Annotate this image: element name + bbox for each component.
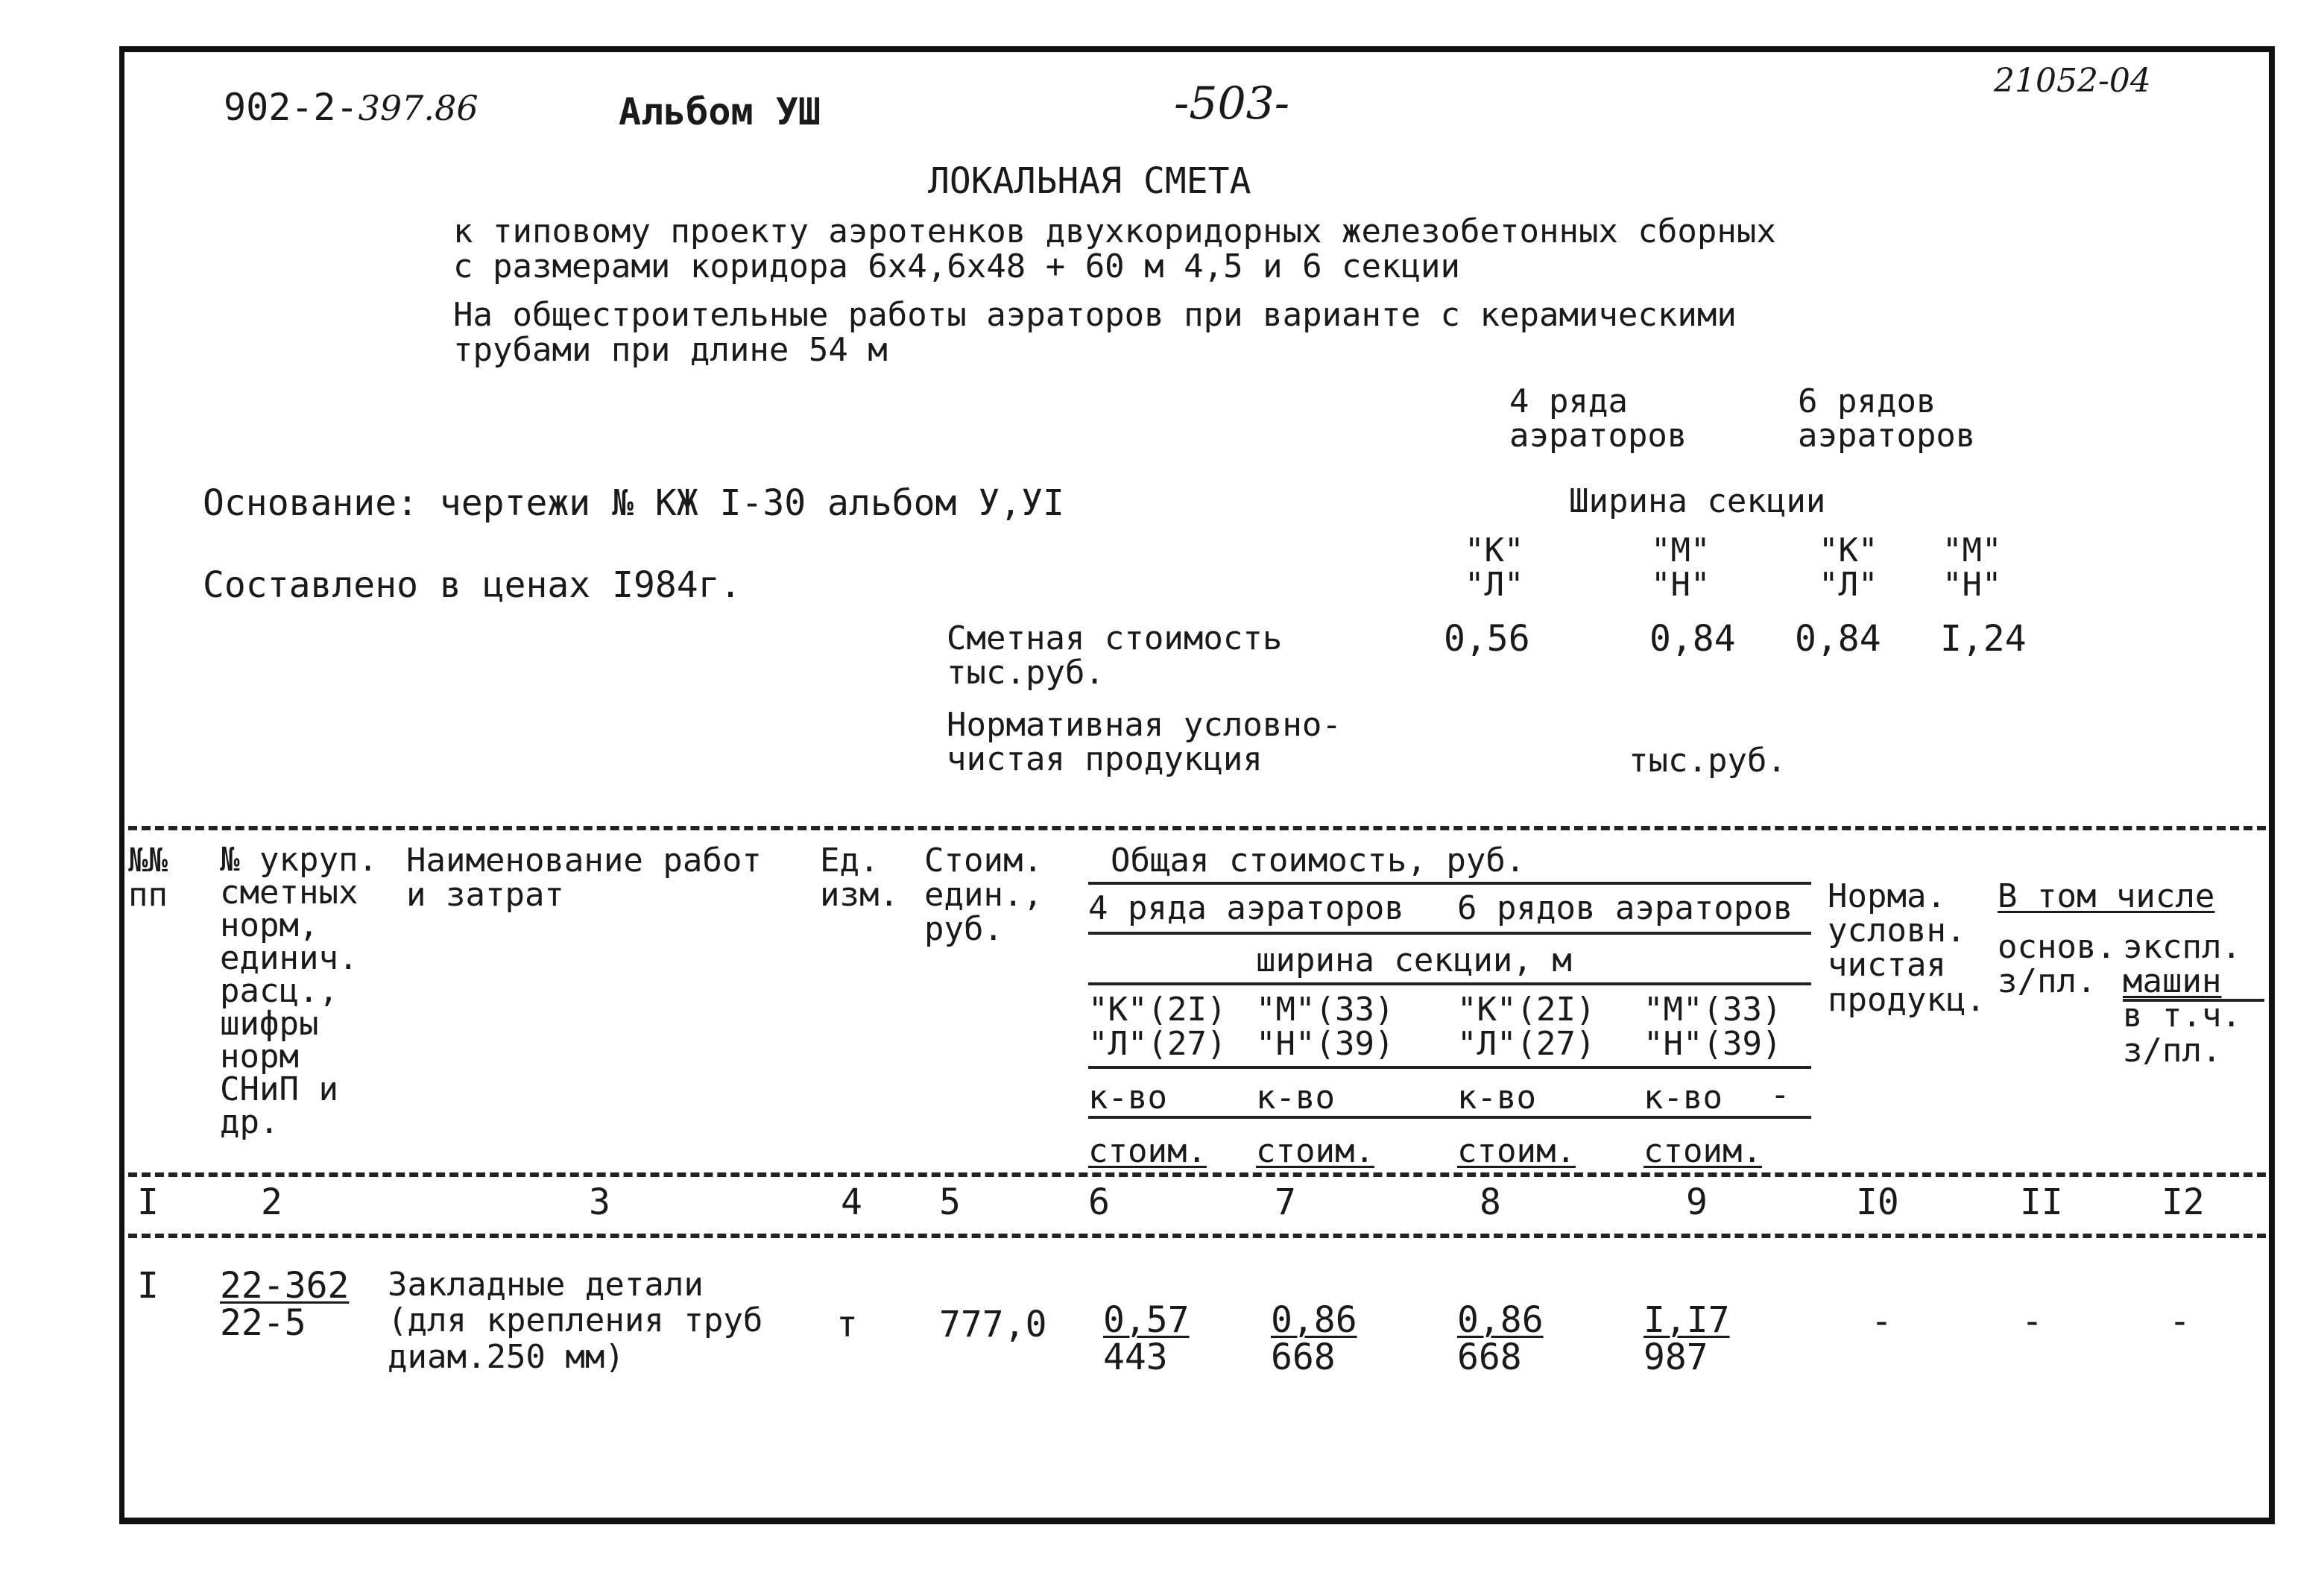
col-normprod-header: Норма. условн. чистая продукц. <box>1828 877 1986 1019</box>
including-header: В том числе <box>1998 877 2215 915</box>
estimated-cost-value-3: 0,84 <box>1795 618 1881 660</box>
qty-header-4: к-во <box>1643 1079 1723 1117</box>
table-top-rule <box>128 826 2266 830</box>
col-machine-header: экспл. машин в т.ч. з/пл. <box>2123 928 2241 1070</box>
col-number-3: 3 <box>589 1181 610 1223</box>
width-rule <box>1088 982 1811 985</box>
basis-text: Основание: чертежи № КЖ I-30 альбом У,УI <box>203 482 1064 524</box>
col-number-2: 2 <box>261 1181 282 1223</box>
cost-header-3: стоим. <box>1457 1132 1576 1170</box>
estimated-cost-value-4: I,24 <box>1940 618 2027 660</box>
row-value-1: 0,57 443 <box>1103 1299 1190 1379</box>
section-width-label: Ширина секции <box>1569 482 1826 520</box>
series-number: 902-2-397.86 <box>224 86 479 129</box>
row-norm-prod: - <box>1871 1301 1892 1342</box>
subtitle-line-1: к типовому проекту аэротенков двухкоридорных железобетонных сборных <box>453 212 1776 250</box>
qty-rule <box>1088 1116 1811 1119</box>
normative-unit: тыс.руб. <box>1629 742 1787 780</box>
table-code-1: "К"(2I) "Л"(27) <box>1088 991 1227 1064</box>
subtitle-line-2: с размерами коридора 6х4,6х48 + 60 м 4,5 и 6 секции <box>453 247 1461 285</box>
row-unit-price: 777,0 <box>939 1304 1047 1345</box>
variant-code-1: "К" "Л" <box>1465 531 1524 604</box>
col-price-header: Стоим. един., руб. <box>924 842 1043 949</box>
row-value-2: 0,86 668 <box>1271 1299 1357 1379</box>
col-name-header: Наименование работ и затрат <box>406 842 762 915</box>
qty-header-2: к-во <box>1256 1079 1335 1117</box>
qty-header-1: к-во <box>1088 1079 1167 1117</box>
prices-text: Составлено в ценах I984г. <box>203 564 742 606</box>
col-number-10: I0 <box>1856 1181 1899 1223</box>
six-rows-subheader: 6 рядов аэраторов <box>1457 889 1793 927</box>
table-code-4: "М"(33) "Н"(39) <box>1643 991 1782 1064</box>
col-basic-wage-header: основ. з/пл. <box>1998 928 2116 1001</box>
col-number-7: 7 <box>1275 1181 1296 1223</box>
six-rows-header: 6 рядов аэраторов <box>1798 382 1976 455</box>
variant-code-4: "М" "Н" <box>1942 531 2002 604</box>
four-rows-header: 4 ряда аэраторов <box>1509 382 1687 455</box>
machine-rule <box>2123 999 2264 1002</box>
variant-code-3: "К" "Л" <box>1819 531 1878 604</box>
qty-header-3: к-во <box>1457 1079 1536 1117</box>
row-number: I <box>137 1265 159 1307</box>
row-name: Закладные детали (для крепления труб диам.250 мм) <box>388 1266 763 1376</box>
estimated-cost-label: Сметная стоимость тыс.руб. <box>947 619 1283 692</box>
section-width-subheader: ширина секции, м <box>1256 941 1572 979</box>
col-number-4: 4 <box>841 1181 862 1223</box>
row-basic-wage: - <box>2021 1301 2043 1342</box>
page-number: -503- <box>1174 78 1290 130</box>
col-number-9: 9 <box>1686 1181 1708 1223</box>
four-rows-subheader: 4 ряда аэраторов <box>1088 889 1404 927</box>
table-code-3: "К"(2I) "Л"(27) <box>1457 991 1596 1064</box>
total-cost-rule <box>1088 882 1811 885</box>
qty-header-tick: - <box>1770 1076 1790 1114</box>
col-num-header: №№ пп <box>128 842 168 915</box>
document-number: 21052-04 <box>1994 62 2151 100</box>
table-code-2: "М"(33) "Н"(39) <box>1256 991 1395 1064</box>
scope-line-2: трубами при длине 54 м <box>453 331 888 369</box>
variant-code-2: "М" "Н" <box>1651 531 1711 604</box>
row-machine-wage: - <box>2169 1301 2191 1342</box>
row-unit: т <box>836 1304 858 1345</box>
scope-line-1: На общестроительные работы аэраторов при варианте с керамическими <box>453 296 1737 334</box>
normative-label: Нормативная условно- чистая продукция <box>947 706 1342 779</box>
col-number-6: 6 <box>1088 1181 1110 1223</box>
col-unit-header: Ед. изм. <box>820 842 899 915</box>
estimate-heading: ЛОКАЛЬНАЯ СМЕТА <box>928 160 1251 202</box>
col-norm-header: № укруп. сметных норм, единич. расц., шифры норм СНиП и др. <box>220 841 378 1141</box>
col-number-1: I <box>137 1181 159 1223</box>
col-number-8: 8 <box>1480 1181 1501 1223</box>
cost-header-2: стоим. <box>1256 1132 1374 1170</box>
row-norm-code: 22-362 22-5 <box>220 1265 350 1345</box>
album-label: Альбом УШ <box>619 90 821 133</box>
column-numbers-bottom-rule <box>128 1234 2266 1238</box>
estimated-cost-value-2: 0,84 <box>1649 618 1736 660</box>
row-value-4: I,I7 987 <box>1643 1299 1730 1379</box>
column-numbers-top-rule <box>128 1172 2266 1177</box>
cost-header-4: стоим. <box>1643 1132 1762 1170</box>
col-number-5: 5 <box>939 1181 961 1223</box>
row-value-3: 0,86 668 <box>1457 1299 1544 1379</box>
total-cost-header: Общая стоимость, руб. <box>1111 842 1526 880</box>
estimated-cost-value-1: 0,56 <box>1444 618 1530 660</box>
rows-rule <box>1088 932 1811 935</box>
codes-rule <box>1088 1066 1811 1069</box>
col-number-12: I2 <box>2162 1181 2205 1223</box>
cost-header-1: стоим. <box>1088 1132 1207 1170</box>
col-number-11: II <box>2020 1181 2063 1223</box>
